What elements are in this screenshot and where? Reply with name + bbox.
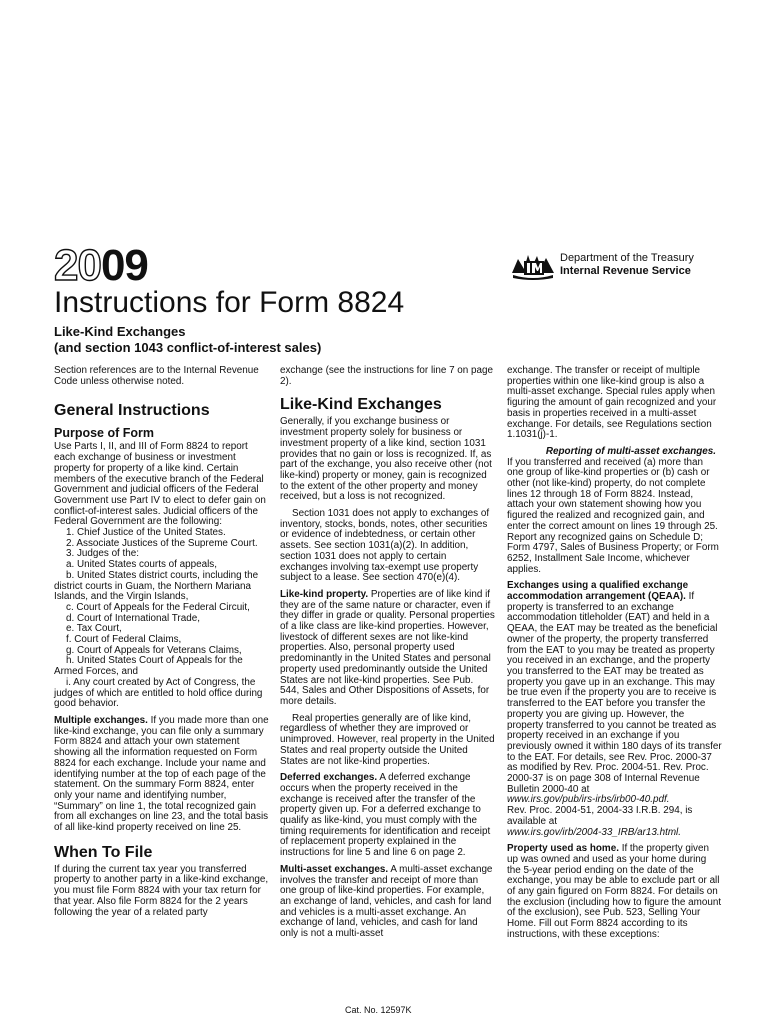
list-item: g. Court of Appeals for Veterans Claims, — [66, 644, 242, 656]
purpose-text: Use Parts I, II, and III of Form 8824 to report each exchange of business or investment property for property of a like kind. Certain members of the executive branch of the Federal Government and judicial officers of the Federal Government use Part IV to elect to defer gain on conflict-of-interest sales. Judicial officers of the Federal Government are the following: — [54, 441, 266, 528]
deferred-exchanges-text: A deferred exchange occurs when the property received in the exchange is received after the transfer of the property given up. For a deferred exchange to qualify as like-kind, you must comply with the timing requirements for identification and receipt of replacement property explained in the instructions for line 5 and line 6 on page 2. — [280, 772, 491, 859]
multiple-exchanges-label: Multiple exchanges. — [54, 714, 148, 726]
list-item: i. Any court created by Act of Congress, the judges of which are entitled to hold office during good behavior. — [54, 676, 263, 710]
reporting-label: Reporting of multi-asset exchanges. — [545, 445, 716, 457]
irb-link-2[interactable]: www.irs.gov/irb/2004-33_IRB/ar13.html. — [507, 826, 681, 838]
list-item: a. United States courts of appeals, — [66, 559, 217, 571]
list-item: 2. Associate Justices of the Supreme Court. — [66, 537, 258, 549]
deferred-exchanges-label: Deferred exchanges. — [280, 772, 378, 784]
home-paragraph — [507, 844, 722, 940]
tax-year-solid: 09 — [100, 241, 148, 290]
tax-year — [54, 241, 148, 290]
home-label: Property used as home. — [507, 843, 619, 855]
irs-masthead — [510, 251, 750, 281]
continued-text: exchange. The transfer or receipt of multiple properties within one like-kind group is also a multi-asset exchange. Special rules apply when figuring the amount of gain recognized and your basis in properties received in a multi-asset exchange. For details, see Regulations section 1.1031(j)-1. — [507, 365, 717, 441]
deferred-exchanges-paragraph — [280, 773, 495, 859]
real-property-paragraph: Real properties generally are of like kind, regardless of whether they are improved or unimproved. However, real property in the United States and real property outside the United States are not like-kind properties. — [280, 712, 495, 767]
list-item: 3. Judges of the: — [66, 548, 140, 560]
reporting-text: If you transferred and received (a) more than one group of like-kind properties or (b) cash or other (not like-kind) property, do not complete lines 12 through 18 of Form 8824. Instead, attach your own statement showing how you figured the realized and recognized gain, and enter the correct amount on lines 19 through 25. Report any recognized gains on Schedule D; Form 4797, Sales of Business Property; or Form 6252, Installment Sale Income, whichever applies. — [507, 456, 719, 575]
heading-like-kind-exchanges: Like-Kind Exchanges — [280, 396, 442, 414]
list-item: h. United States Court of Appeals for the Armed Forces, and — [54, 655, 243, 678]
subtitle-line-1: Like-Kind Exchanges — [54, 324, 186, 339]
catalog-number: Cat. No. 12597K — [345, 1005, 412, 1015]
multiple-exchanges-text: If you made more than one like-kind exchange, you can file only a summary Form 8824 and attach your own statement showing all the information requested on Form 8824 for each exchange. Include your name and identifying number at the top of each page of the statement. On the summary Form 8824, enter only your name and identifying number, “Summary” on line 1, the total recognized gain from all exchanges on line 23, and the total basis of all like-kind property received on line 25. — [54, 714, 269, 834]
list-item: b. United States district courts, including the district courts in Guam, the Northern Mariana Islands, and the Virgin Islands, — [54, 569, 259, 603]
list-item: e. Tax Court, — [66, 623, 122, 635]
irs-eagle-logo-icon — [510, 251, 556, 281]
column-1 — [54, 366, 269, 918]
multi-asset-label: Multi-asset exchanges. — [280, 863, 389, 875]
tax-year-outline: 20 — [54, 241, 101, 290]
multiple-exchanges-paragraph — [54, 716, 269, 834]
column-2 — [280, 366, 495, 940]
department-name: Department of the Treasury — [560, 252, 694, 264]
heading-general-instructions: General Instructions — [54, 402, 210, 420]
list-item: d. Court of International Trade, — [66, 612, 200, 624]
intro-text: Section references are to the Internal Revenue Code unless otherwise noted. — [54, 365, 259, 387]
heading-when-to-file: When To File — [54, 843, 153, 861]
like-kind-property-label: Like-kind property. — [280, 588, 369, 600]
column-3 — [507, 366, 722, 941]
list-item: c. Court of Appeals for the Federal Circuit, — [66, 601, 250, 613]
qeaa-text: If property is transferred to an exchange accommodation titleholder (EAT) and held in a QEAA, the EAT may be treated as the beneficial owner of the property, the property transferred from the EAT to you may be treated as property you received in an exchange, and the property you transferred to the EAT may be treated as property you gave up in an exchange. This may be true even if the property you are to receive is transferred to the EAT before you transfer the property you are giving up. However, the property transferred to you cannot be treated as property received in an exchange if you previously owned it within 180 days of its transfer to the EAT. For details, see Rev. Proc. 2000-37 as modified by Rev. Proc. 2004-51. Rev. Proc. 2000-37 is on page 308 of Internal Revenue Bulletin 2000-40 at — [507, 591, 722, 795]
home-text: If the property given up was owned and used as your home during the 5-year period ending on the date of the exchange, you may be able to exclude part or all of any gain figured on Form 8824. For details on the exclusion (including how to figure the amount of the exclusion), see Pub. 523, Selling Your Home. Fill out Form 8824 according to its instructions, with these exceptions: — [507, 843, 722, 940]
multi-asset-paragraph — [280, 865, 495, 940]
qeaa-paragraph — [507, 581, 722, 795]
page-title: Instructions for Form 8824 — [54, 286, 405, 319]
when-to-file-text: If during the current tax year you transferred property to another party in a like-kind exchange, you must file Form 8824 with your tax return for that year. Also file Form 8824 for the 2 years following the year of a related party — [54, 863, 269, 918]
page-subtitle — [54, 324, 321, 355]
rev-proc-text: Rev. Proc. 2004-51, 2004-33 I.R.B. 294, is available at — [507, 805, 693, 827]
list-item: 1. Chief Justice of the United States. — [66, 527, 226, 539]
like-kind-paragraph-1: Generally, if you exchange business or investment property solely for business or investment property of a like kind, section 1031 provides that no gain or loss is recognized. If, as part of the exchange, you also receive other (not like-kind) property or money, gain is recognized to the extent of the other property and money received, but a loss is not recognized. — [280, 416, 492, 503]
like-kind-property-text: Properties are of like kind if they are of the same nature or character, even if they differ in grade or quality. Personal properties of a like class are like-kind properties. However, livestock of different sexes are not like-kind properties. Also, personal property used predominantly in the United States and personal property used predominantly outside the United States are not like-kind properties. See Pub. 544, Sales and Other Dispositions of Assets, for more details. — [280, 588, 495, 707]
like-kind-property-paragraph — [280, 590, 495, 708]
heading-purpose-of-form: Purpose of Form — [54, 426, 155, 441]
multi-asset-text: A multi-asset exchange involves the transfer and receipt of more than one group of like-kind properties. For example, an exchange of land, vehicles, and cash for land and vehicles is a multi-asset exchange. An exchange of land, vehicles, and cash for land only is not a multi-asset — [280, 863, 493, 940]
qeaa-label: Exchanges using a qualified exchange accommodation arrangement (QEAA). — [507, 580, 689, 603]
continued-text: exchange (see the instructions for line 7 on page 2). — [280, 365, 493, 387]
like-kind-paragraph-2: Section 1031 does not apply to exchanges of inventory, stocks, bonds, notes, other securities or evidence of indebtedness, or certain other assets. See section 1031(a)(2). In addition, section 1031 does not apply to certain exchanges involving tax-exempt use property subject to a lease. See section 470(e)(4). — [280, 508, 490, 584]
list-item: f. Court of Federal Claims, — [66, 634, 182, 646]
subtitle-line-2: (and section 1043 conflict-of-interest sales) — [54, 339, 322, 355]
irb-link-1[interactable]: www.irs.gov/pub/irs-irbs/irb00-40.pdf. — [507, 794, 670, 806]
agency-name: Internal Revenue Service — [560, 265, 691, 277]
